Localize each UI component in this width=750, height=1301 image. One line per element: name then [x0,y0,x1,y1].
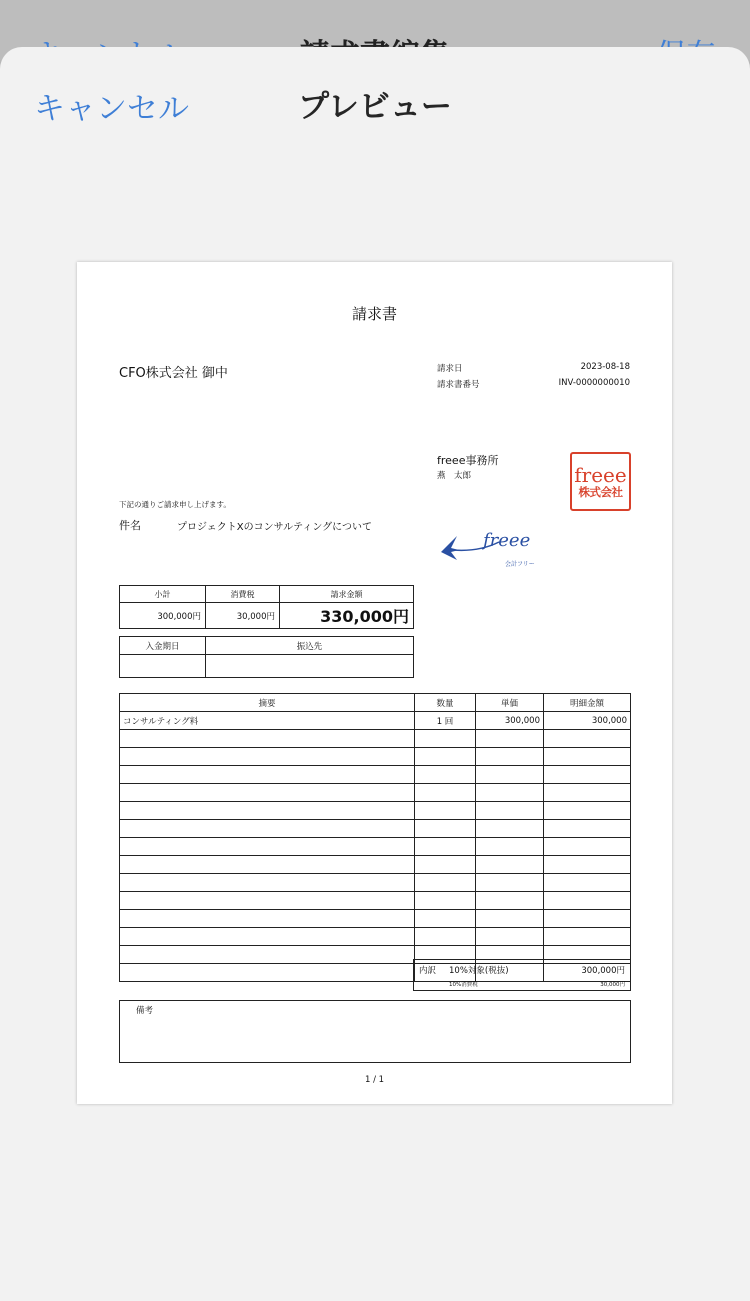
table-cell [544,838,631,856]
table-cell [476,856,544,874]
table-cell [415,784,476,802]
page-title: プレビュー [298,89,452,125]
table-cell [544,802,631,820]
table-cell [415,838,476,856]
quantity-header: 数量 [415,694,476,712]
page-number: 1 / 1 [364,1075,385,1085]
subtotal-value: 300,000円 [120,603,206,629]
tax-breakdown [413,959,631,991]
table-cell [120,766,415,784]
table-cell [415,730,476,748]
invoice-title: 請求書 [351,305,397,323]
table-cell [120,910,415,928]
breakdown-category: 10%対象(税抜) [449,966,509,976]
breakdown-tax-value: 30,000円 [600,982,625,988]
subject-label: 件名 [119,519,141,532]
greeting-text: 下記の通りご請求申し上げます。 [119,500,231,509]
tax-value: 30,000円 [206,603,280,629]
logo-subtext: 会計フリー [505,561,535,568]
table-row [120,820,631,838]
breakdown-label: 内訳 [419,966,437,976]
table-row [120,910,631,928]
company-seal [570,452,631,511]
table-cell [120,784,415,802]
notes-box [119,1000,631,1063]
table-cell [476,928,544,946]
subtotal-header: 小計 [120,586,206,603]
table-cell [120,856,415,874]
table-row [120,838,631,856]
unit-price-header: 単価 [476,694,544,712]
table-cell [476,820,544,838]
table-row [120,856,631,874]
due-date-value [120,655,206,678]
table-cell [415,928,476,946]
table-cell [415,820,476,838]
total-header: 請求金額 [280,586,414,603]
table-cell [120,874,415,892]
table-cell [415,856,476,874]
table-row [120,892,631,910]
table-cell [120,730,415,748]
invoice-date-label: 請求日 [437,364,463,374]
issuer-person: 燕 太郎 [437,471,472,481]
table-cell [476,838,544,856]
table-row [120,874,631,892]
breakdown-amount: 300,000円 [581,966,625,976]
item-description: コンサルティング料 [120,712,415,730]
bank-header: 振込先 [206,637,414,655]
table-cell [120,928,415,946]
issuer-name: freee事務所 [437,454,499,467]
item-amount: 300,000 [544,712,631,730]
invoice-preview [77,262,672,1104]
table-cell [544,910,631,928]
tax-header: 消費税 [206,586,280,603]
table-cell [476,730,544,748]
logo-word: freee [483,530,531,551]
cancel-button[interactable]: キャンセル [34,91,189,127]
table-cell [415,874,476,892]
table-cell [415,802,476,820]
table-row [120,712,631,730]
table-row [120,802,631,820]
table-row [120,766,631,784]
invoice-number-label: 請求書番号 [437,380,480,390]
table-cell [544,748,631,766]
notes-label: 備考 [136,1006,154,1016]
due-date-header: 入金期日 [120,637,206,655]
seal-bottom-text: 株式会社 [578,484,623,499]
table-cell [544,874,631,892]
table-row [120,748,631,766]
table-cell [120,802,415,820]
table-cell [544,856,631,874]
table-cell [120,820,415,838]
table-cell [476,802,544,820]
table-cell [415,910,476,928]
table-cell [476,892,544,910]
table-cell [415,766,476,784]
seal-top-text: freee [574,462,627,487]
table-cell [120,946,415,964]
invoice-date-value: 2023-08-18 [580,362,630,372]
bank-value [206,655,414,678]
table-cell [476,910,544,928]
table-cell [120,838,415,856]
item-quantity: 1 回 [415,712,476,730]
payment-table [119,636,414,678]
table-cell [544,820,631,838]
item-unit-price: 300,000 [476,712,544,730]
table-cell [415,748,476,766]
table-cell [476,748,544,766]
table-cell [544,784,631,802]
total-value: 330,000円 [280,603,414,629]
table-row [120,730,631,748]
invoice-number-value: INV-0000000010 [558,378,630,388]
table-row [120,928,631,946]
table-cell [120,964,415,982]
table-cell [544,766,631,784]
table-cell [544,892,631,910]
table-cell [476,766,544,784]
description-header: 摘要 [120,694,415,712]
table-cell [544,730,631,748]
table-cell [476,874,544,892]
summary-table [119,585,414,629]
table-row [120,784,631,802]
table-cell [544,928,631,946]
subject-value: プロジェクトXのコンサルティングについて [177,522,372,533]
amount-header: 明細金額 [544,694,631,712]
table-cell [476,784,544,802]
client-name: CFO株式会社 御中 [119,366,228,381]
table-cell [120,748,415,766]
bird-logo-icon [439,530,551,562]
table-cell [415,892,476,910]
items-table [119,693,631,982]
breakdown-tax-label: 10%消費税 [449,982,478,988]
table-cell [120,892,415,910]
